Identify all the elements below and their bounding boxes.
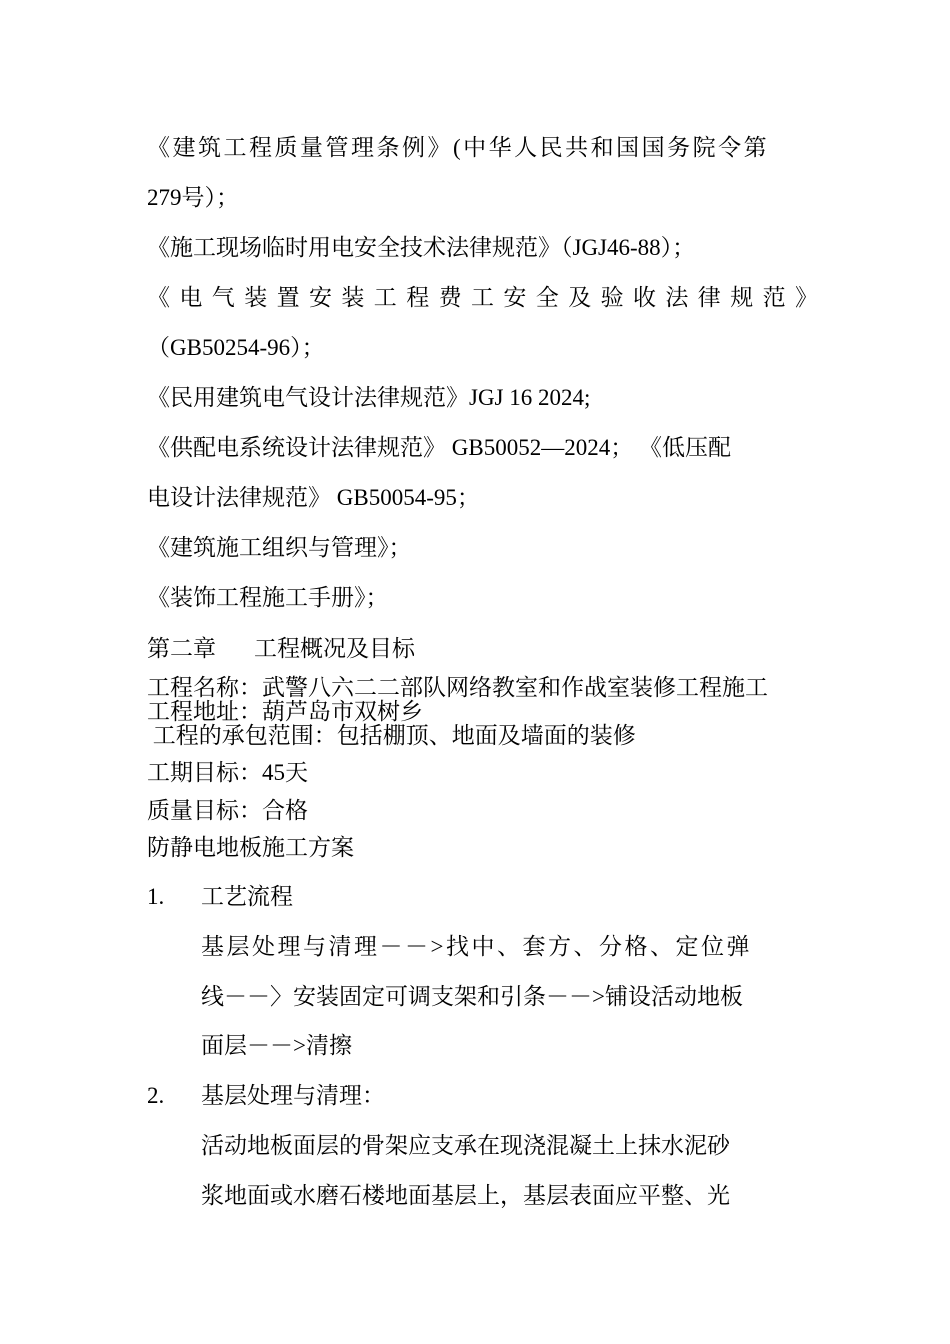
overview-line: 工程的承包范围：包括棚顶、地面及墙面的装修 [147, 723, 636, 748]
step-title: 基层处理与清理： [201, 1083, 385, 1108]
overview-line: 工程地址：葫芦岛市双树乡 [147, 699, 423, 724]
step-number: 1. [147, 884, 165, 909]
reference-line: 《电气装置安装工程费工安全及验收法律规范》 [147, 285, 828, 310]
overview-line: 质量目标：合格 [147, 798, 308, 823]
reference-line: 《供配电系统设计法律规范》 GB50052—2024； 《低压配 [147, 435, 731, 460]
step-body-line: 面层－－>清擦 [201, 1033, 352, 1058]
step-body-line: 活动地板面层的骨架应支承在现浇混凝土上抹水泥砂 [201, 1133, 730, 1158]
reference-line: 279号）； [147, 185, 239, 210]
step-number: 2. [147, 1083, 165, 1108]
reference-line: 《装饰工程施工手册》； [147, 585, 389, 610]
reference-line: （GB50254-96）； [147, 335, 325, 360]
chapter-title: 工程概况及目标 [254, 636, 415, 661]
chapter-heading [147, 634, 415, 664]
reference-line: 《民用建筑电气设计法律规范》JGJ 16 2024; [147, 385, 591, 410]
reference-line: 电设计法律规范》 GB50054-95； [147, 485, 480, 510]
overview-line: 工程名称：武警八六二二部队网络教室和作战室装修工程施工 [147, 675, 768, 700]
section-title: 防静电地板施工方案 [147, 835, 354, 860]
overview-line: 工期目标：45天 [147, 760, 308, 785]
step-title: 工艺流程 [201, 884, 293, 909]
step-body-line: 基层处理与清理－－>找中、套方、分格、定位弹 [201, 934, 752, 959]
reference-line: 《建筑施工组织与管理》； [147, 535, 412, 560]
reference-line: 《施工现场临时用电安全技术法律规范》（JGJ46-88）； [147, 235, 696, 260]
reference-line: 《建筑工程质量管理条例》(中华人民共和国国务院令第 [147, 135, 770, 160]
step-body-line: 线－－〉安装固定可调支架和引条－－>铺设活动地板 [201, 984, 743, 1009]
chapter-number: 第二章 [147, 636, 216, 661]
step-body-line: 浆地面或水磨石楼地面基层上，基层表面应平整、光 [201, 1183, 730, 1208]
